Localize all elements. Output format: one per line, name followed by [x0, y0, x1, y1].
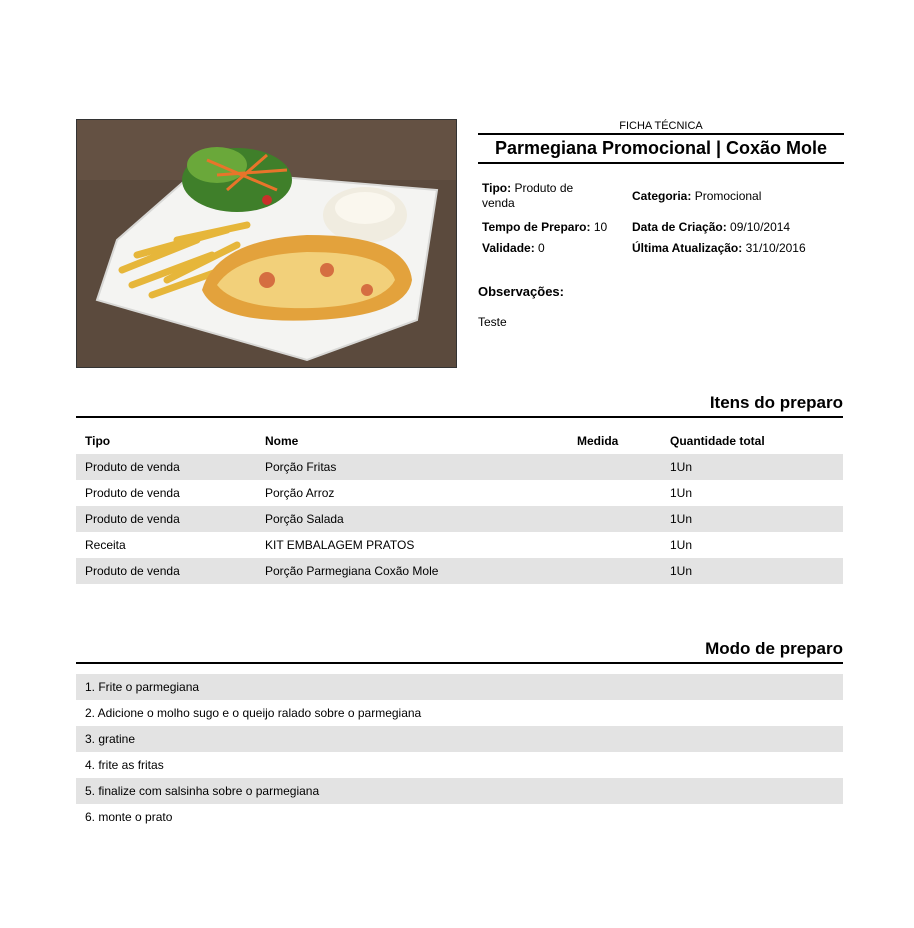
tempo-label: Tempo de Preparo: [482, 220, 591, 234]
categoria-field [632, 189, 761, 204]
meta-fields [478, 164, 844, 274]
ultima-atualizacao-field [632, 241, 806, 256]
modo-section-title: Modo de preparo [76, 638, 843, 664]
table-header-row [76, 428, 843, 454]
list-item: 6. monte o prato [85, 810, 173, 824]
table-row [76, 480, 843, 506]
observacoes-label: Observações: [478, 284, 564, 299]
column-header: Medida [577, 434, 619, 448]
table-cell: Porção Salada [265, 512, 344, 526]
tipo-field [482, 181, 592, 211]
table-cell: Porção Fritas [265, 460, 337, 474]
data-criacao-label: Data de Criação: [632, 220, 727, 234]
list-item: 5. finalize com salsinha sobre o parmegiana [76, 778, 843, 804]
table-cell: Receita [85, 538, 126, 552]
validade-field [482, 241, 545, 256]
table-cell: 1Un [670, 512, 693, 526]
data-criacao-value: 09/10/2014 [730, 220, 791, 234]
table-row [76, 506, 843, 532]
table-cell: Produto de venda [85, 486, 180, 500]
categoria-value: Promocional [694, 189, 762, 203]
itens-section-title: Itens do preparo [76, 392, 843, 418]
table-cell: 1Un [670, 564, 693, 578]
ficha-tecnica-label: FICHA TÉCNICA [619, 120, 703, 132]
tempo-value: 10 [593, 220, 608, 234]
list-item: 1. Frite o parmegiana [76, 674, 843, 700]
table-cell: KIT EMBALAGEM PRATOS [265, 538, 415, 552]
table-cell: 1Un [670, 460, 693, 474]
table-cell: Produto de venda [85, 460, 180, 474]
validade-label: Validade: [482, 241, 535, 255]
observacoes-text: Teste [478, 315, 507, 329]
table-row [76, 558, 843, 584]
table-row [76, 532, 843, 558]
list-item: 3. gratine [76, 726, 843, 752]
tipo-label: Tipo: [482, 181, 512, 195]
table-cell: 1Un [670, 538, 693, 552]
list-item: 2. Adicione o molho sugo e o queijo ralado sobre o parmegiana [85, 706, 422, 720]
table-cell: Porção Parmegiana Coxão Mole [265, 564, 439, 578]
column-header: Quantidade total [670, 434, 765, 448]
table-cell: Produto de venda [85, 564, 180, 578]
list-item: 4. frite as fritas [85, 758, 164, 772]
validade-value: 0 [538, 241, 545, 255]
tempo-field [482, 220, 607, 235]
categoria-label: Categoria: [632, 189, 692, 203]
product-photo [76, 119, 457, 368]
table-cell: 1Un [670, 486, 693, 500]
table-row [76, 454, 843, 480]
tipo-value: Produto de venda [482, 181, 574, 210]
column-header: Tipo [85, 434, 111, 448]
ultima-atualizacao-value: 31/10/2016 [745, 241, 806, 255]
itens-table [76, 428, 843, 584]
column-header: Nome [265, 434, 299, 448]
info-panel [478, 119, 844, 329]
modo-steps-list [76, 674, 843, 830]
table-cell: Produto de venda [85, 512, 180, 526]
data-criacao-field [632, 220, 790, 235]
ultima-atualizacao-label: Última Atualização: [632, 241, 743, 255]
table-cell: Porção Arroz [265, 486, 335, 500]
product-title: Parmegiana Promocional | Coxão Mole [494, 138, 828, 158]
